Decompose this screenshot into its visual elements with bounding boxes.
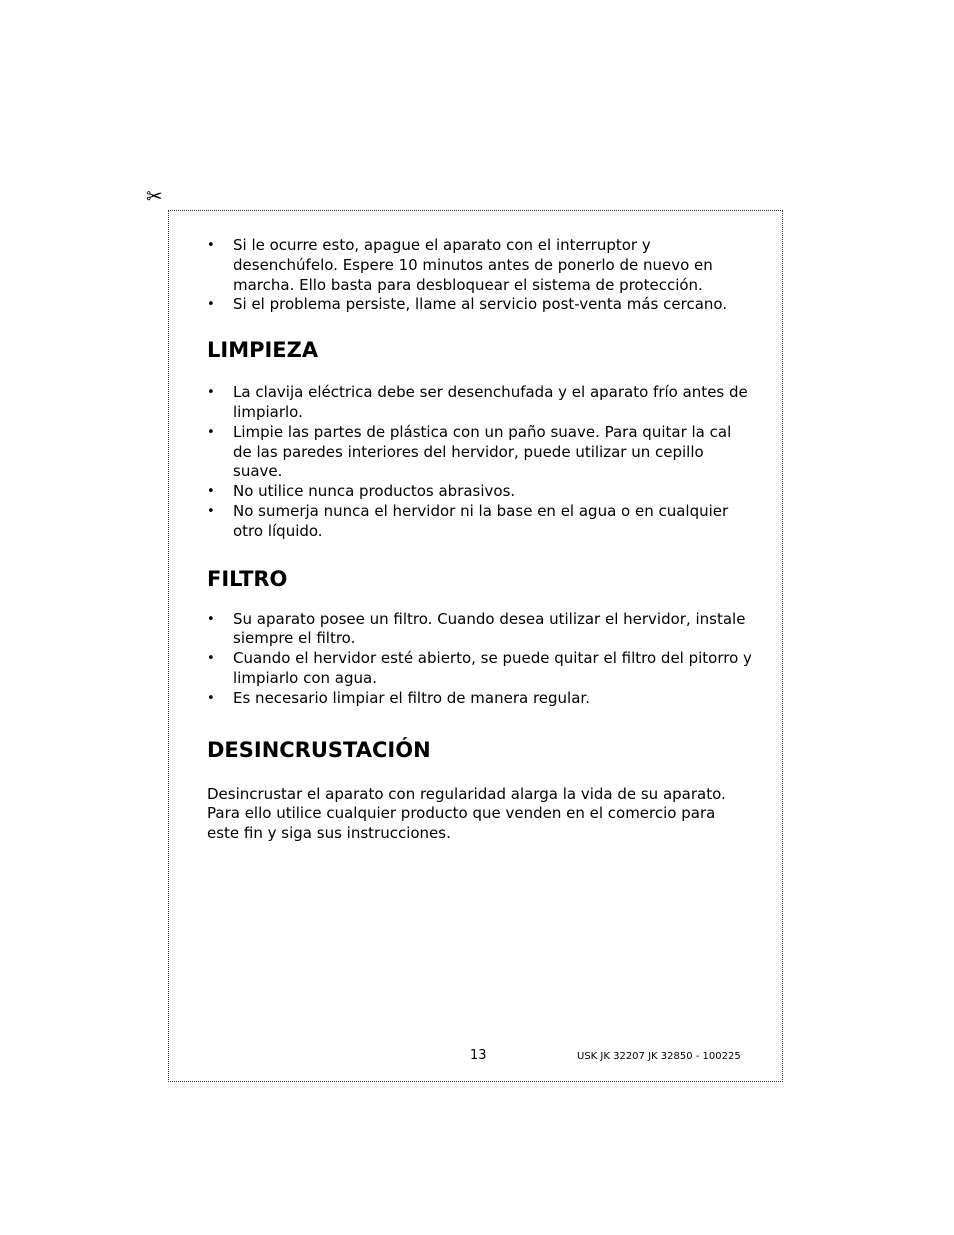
page-content	[207, 236, 752, 844]
document-code: USK JK 32207 JK 32850 - 100225	[577, 1051, 741, 1062]
section-title-filtro: FILTRO	[207, 566, 288, 591]
intro-list	[207, 236, 752, 315]
list-item: • Es necesario limpiar el filtro de manera regular.	[207, 689, 752, 709]
scissors-icon: ✂	[146, 184, 163, 208]
list-item: • Limpie las partes de plástica con un paño suave. Para quitar la cal de las paredes interiores del hervidor, puede utilizar un cepillo suave.	[207, 423, 752, 482]
desincrustacion-paragraph: Desincrustar el aparato con regularidad alarga la vida de su aparato. Para ello utilice cualquier producto que venden en el comercio para este fin y siga sus instrucciones.	[207, 784, 726, 843]
limpieza-list	[207, 383, 752, 541]
list-item: • La clavija eléctrica debe ser desenchufada y el aparato frío antes de limpiarlo.	[207, 383, 752, 423]
list-item: • Cuando el hervidor esté abierto, se puede quitar el filtro del pitorro y limpiarlo con agua.	[207, 649, 752, 689]
list-item: • Su aparato posee un filtro. Cuando desea utilizar el hervidor, instale siempre el filtro.	[207, 610, 752, 650]
section-title-limpieza: LIMPIEZA	[207, 338, 319, 363]
filtro-list	[207, 610, 752, 709]
section-title-desincrustacion: DESINCRUSTACIÓN	[207, 737, 431, 762]
page-number: 13	[470, 1048, 487, 1063]
list-item: • No sumerja nunca el hervidor ni la base en el agua o en cualquier otro líquido.	[207, 502, 752, 542]
list-item: • Si le ocurre esto, apague el aparato con el interruptor y desenchúfelo. Espere 10 minutos antes de ponerlo de nuevo en marcha. Ello basta para desbloquear el sistema de protección.	[207, 236, 752, 295]
list-item: • No utilice nunca productos abrasivos.	[207, 482, 752, 502]
list-item: • Si el problema persiste, llame al servicio post-venta más cercano.	[207, 295, 752, 315]
